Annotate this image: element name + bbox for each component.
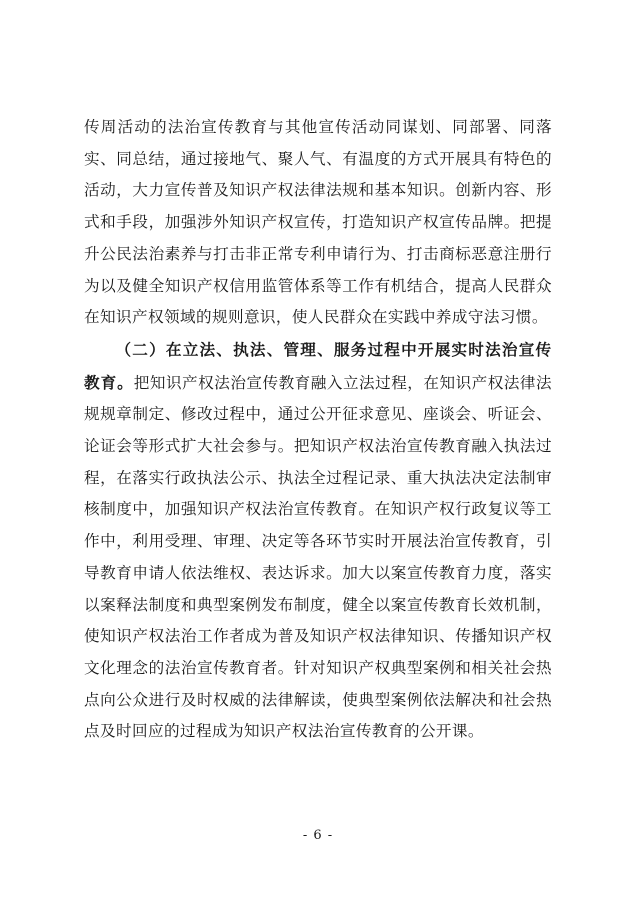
section-2-paragraph — [84, 334, 552, 748]
page-number: - 6 - — [302, 828, 334, 843]
document-body — [84, 112, 552, 748]
section-2-body: 把知识产权法治宣传教育融入立法过程，在知识产权法律法规规章制定、修改过程中，通过公开征求意见、座谈会、听证会、论证会等形式扩大社会参与。把知识产权法治宣传教育融入执法过程，在落实行政执法公示、执法全过程记录、重大执法决定法制审核制度中，加强知识产权法治宣传教育。在知识产权行政复议等工作中，利用受理、审理、决定等各环节实时开展法治宣传教育，引导教育申请人依法维权、表达诉求。加大以案宣传教育力度，落实以案释法制度和典型案例发布制度，健全以案宣传教育长效机制，使知识产权法治工作者成为普及知识产权法律知识、传播知识产权文化理念的法治宣传教育者。针对知识产权典型案例和相关社会热点向公众进行及时权威的法律解读，使典型案例依法解决和社会热点及时回应的过程成为知识产权法治宣传教育的公开课。 — [84, 373, 553, 741]
paragraph-continuation: 传周活动的法治宣传教育与其他宣传活动同谋划、同部署、同落实、同总结，通过接地气、聚人气、有温度的方式开展具有特色的活动，大力宣传普及知识产权法律法规和基本知识。创新内容、形式和手段，加强涉外知识产权宣传，打造知识产权宣传品牌。把提升公民法治素养与打击非正常专利申请行为、打击商标恶意注册行为以及健全知识产权信用监管体系等工作有机结合，提高人民群众在知识产权领域的规则意识，使人民群众在实践中养成守法习惯。 — [84, 118, 552, 327]
section-2-heading: （二）在立法、执法、管理、服务过程中开展实时法治宣传教育。 — [84, 339, 552, 392]
